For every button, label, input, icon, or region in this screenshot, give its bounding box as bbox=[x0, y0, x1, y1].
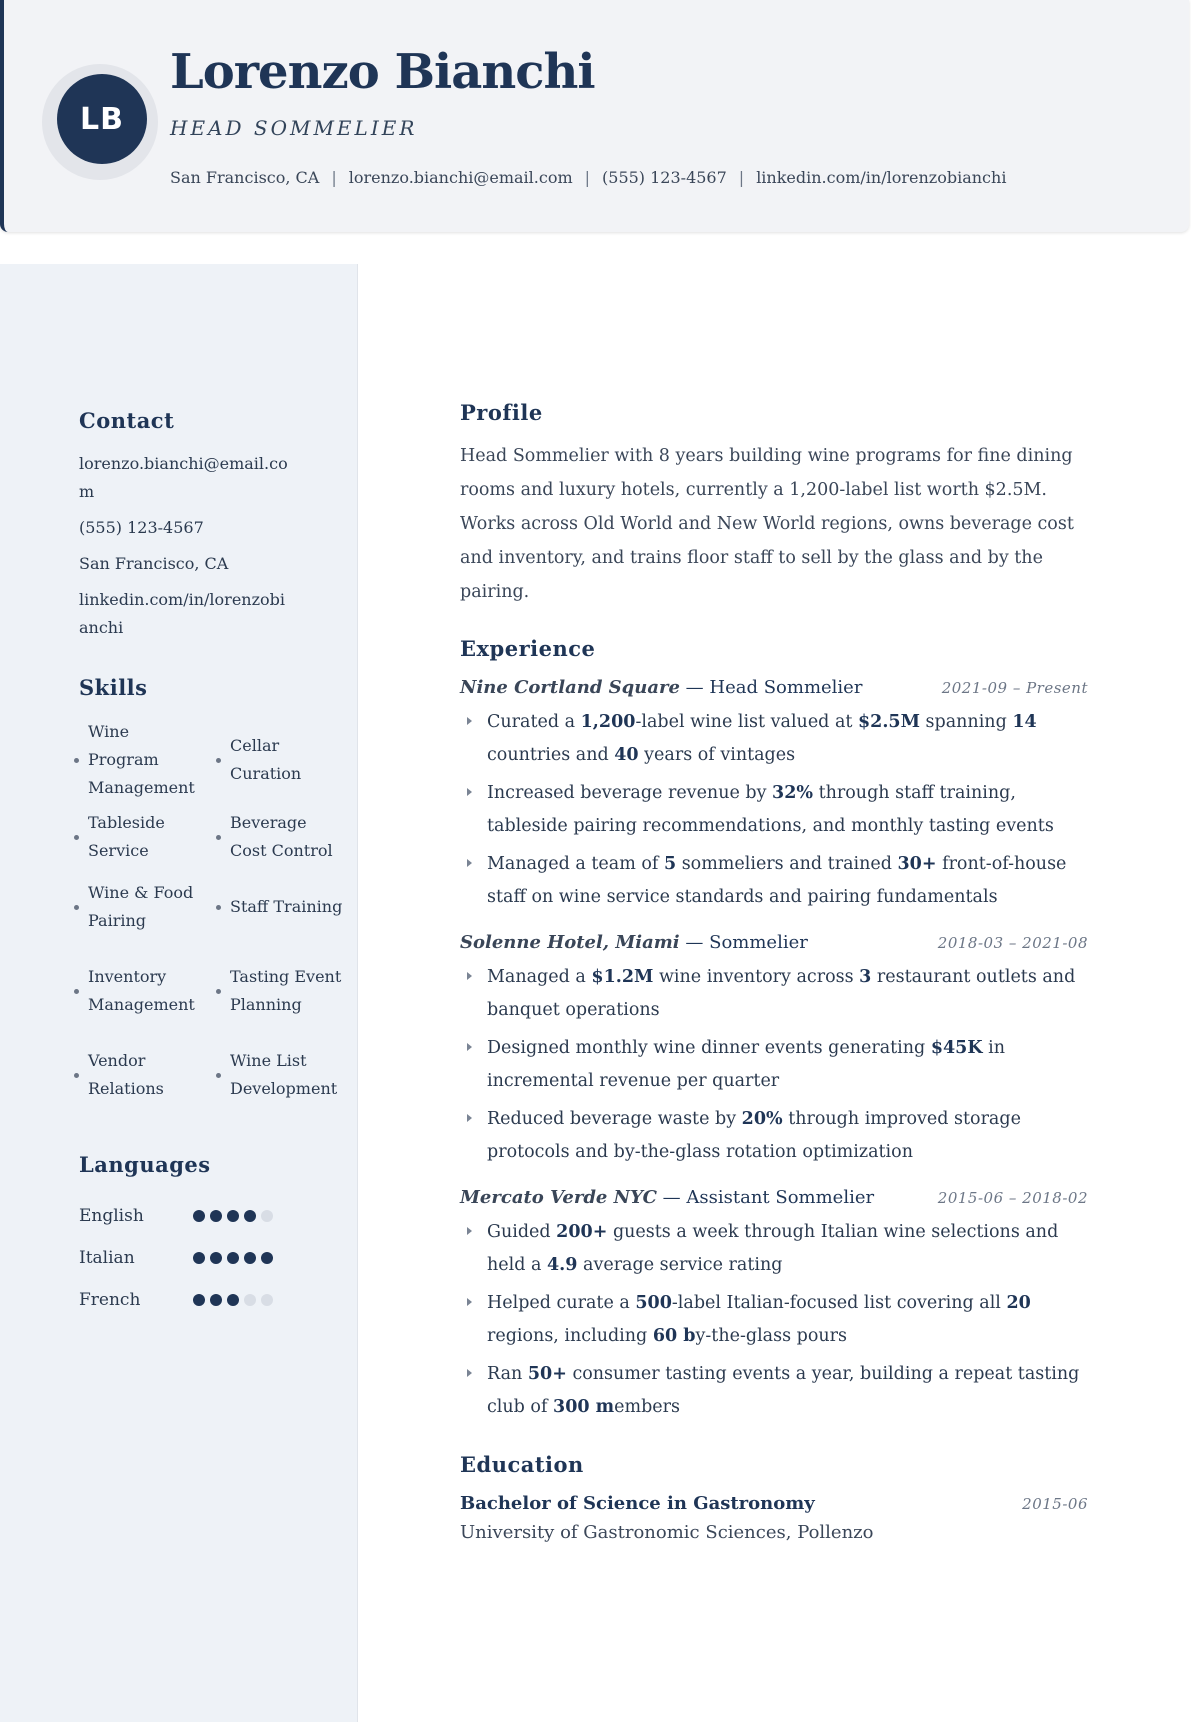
bullet-metric: 32% bbox=[772, 783, 814, 803]
bullet-metric: 30+ bbox=[897, 854, 937, 874]
proficiency-dot-filled bbox=[210, 1294, 222, 1306]
bullet-text: in incremental revenue per quarter bbox=[487, 1038, 1005, 1091]
bullet-dot bbox=[74, 1073, 79, 1078]
proficiency-dot-empty bbox=[261, 1210, 273, 1222]
bullet-dot bbox=[74, 989, 79, 994]
bullet-text: Guided bbox=[487, 1222, 557, 1242]
job-bullet bbox=[460, 1103, 1088, 1169]
job-bullet bbox=[460, 1216, 1088, 1282]
header-email-link[interactable]: lorenzo.bianchi@email.com bbox=[348, 168, 573, 187]
proficiency-dot-filled bbox=[193, 1294, 205, 1306]
skill-item: Cellar Curation bbox=[216, 732, 354, 788]
bullet-dot bbox=[74, 835, 79, 840]
bullet-text: Helped curate a bbox=[487, 1293, 636, 1313]
bullet-dot bbox=[74, 758, 79, 763]
bullet-metric: $45K bbox=[930, 1038, 983, 1058]
bullet-dot bbox=[74, 905, 79, 910]
bullet-text: Ran bbox=[487, 1364, 528, 1384]
proficiency-dot-empty bbox=[261, 1294, 273, 1306]
header-linkedin-link[interactable]: linkedin.com/in/lorenzobianchi bbox=[756, 168, 1007, 187]
job-separator: — bbox=[656, 1187, 687, 1208]
skill-item: Wine & Food Pairing bbox=[74, 879, 216, 935]
job-bullets bbox=[460, 961, 1088, 1169]
job-company: Mercato Verde NYC bbox=[460, 1187, 657, 1208]
job-bullets bbox=[460, 1216, 1088, 1424]
bullet-metric: 50+ bbox=[527, 1364, 567, 1384]
bullet-dot bbox=[216, 1073, 221, 1078]
skills-heading: Skills bbox=[79, 675, 148, 700]
skill-item: Vendor Relations bbox=[74, 1047, 216, 1103]
proficiency-dot-filled bbox=[261, 1252, 273, 1264]
resume-header bbox=[0, 0, 1189, 232]
sidebar-location: San Francisco, CA bbox=[79, 554, 229, 573]
proficiency-dot-empty bbox=[244, 1294, 256, 1306]
job-bullet bbox=[460, 777, 1088, 843]
job-dates: 2018-03 – 2021-08 bbox=[937, 934, 1088, 952]
job-bullet bbox=[460, 961, 1088, 1027]
languages-list bbox=[79, 1195, 299, 1321]
job-bullet bbox=[460, 706, 1088, 772]
job-entry bbox=[460, 677, 1088, 914]
bullet-text: embers bbox=[614, 1397, 681, 1417]
job-header bbox=[460, 677, 1088, 698]
contact-heading: Contact bbox=[79, 408, 175, 433]
separator: | bbox=[331, 168, 337, 187]
skill-item: Staff Training bbox=[216, 893, 354, 921]
education-entry bbox=[460, 1493, 1088, 1514]
job-entry bbox=[460, 1187, 1088, 1424]
proficiency-dot-filled bbox=[244, 1210, 256, 1222]
proficiency-dot-filled bbox=[227, 1294, 239, 1306]
bullet-metric: 500 bbox=[635, 1293, 672, 1313]
separator: | bbox=[584, 168, 591, 187]
bullet-text: regions, including bbox=[487, 1326, 653, 1346]
job-header bbox=[460, 1187, 1088, 1208]
bullet-dot bbox=[216, 835, 221, 840]
main-content bbox=[460, 400, 1088, 1543]
job-entry bbox=[460, 932, 1088, 1169]
bullet-text: Curated a bbox=[487, 712, 581, 732]
header-location: San Francisco, CA bbox=[170, 168, 320, 187]
proficiency-dot-filled bbox=[244, 1252, 256, 1264]
job-bullet bbox=[460, 848, 1088, 914]
bullet-text: countries and bbox=[487, 745, 615, 765]
avatar: LB bbox=[57, 74, 147, 164]
skill-item: Wine List Development bbox=[216, 1047, 354, 1103]
job-dates: 2021-09 – Present bbox=[941, 679, 1088, 697]
job-header bbox=[460, 932, 1088, 953]
bullet-text: Managed a team of bbox=[487, 854, 664, 874]
experience-list bbox=[460, 677, 1088, 1424]
job-separator: — bbox=[679, 677, 710, 698]
bullet-text: Managed a bbox=[487, 967, 592, 987]
bullet-metric: $2.5M bbox=[857, 712, 920, 732]
bullet-metric: 200+ bbox=[556, 1222, 608, 1242]
bullet-text: Designed monthly wine dinner events generating bbox=[487, 1038, 931, 1058]
bullet-text: average service rating bbox=[577, 1255, 783, 1275]
bullet-metric: 1,200 bbox=[580, 712, 636, 732]
bullet-text: consumer tasting events a year, building a repeat tasting club of bbox=[487, 1364, 1080, 1417]
sidebar-linkedin[interactable]: linkedin.com/in/lorenzobianchi bbox=[79, 590, 286, 637]
bullet-metric: 300 m bbox=[553, 1397, 615, 1417]
job-role: Head Sommelier bbox=[709, 677, 863, 698]
bullet-dot bbox=[216, 758, 221, 763]
proficiency-dot-filled bbox=[227, 1252, 239, 1264]
separator: | bbox=[738, 168, 745, 187]
job-dates: 2015-06 – 2018-02 bbox=[937, 1189, 1088, 1207]
language-name: Italian bbox=[79, 1248, 135, 1268]
language-name: English bbox=[79, 1206, 144, 1226]
bullet-metric: 4.9 bbox=[547, 1255, 578, 1275]
bullet-text: -label wine list valued at bbox=[635, 712, 858, 732]
language-name: French bbox=[79, 1290, 141, 1310]
skill-item: Beverage Cost Control bbox=[216, 809, 354, 865]
sidebar-email[interactable]: lorenzo.bianchi@email.com bbox=[79, 454, 288, 501]
skills-list bbox=[74, 718, 354, 1110]
bullet-text: sommeliers and trained bbox=[676, 854, 898, 874]
job-bullet bbox=[460, 1032, 1088, 1098]
bullet-text: spanning bbox=[919, 712, 1013, 732]
skill-item: Inventory Management bbox=[74, 963, 216, 1019]
bullet-metric: 14 bbox=[1012, 712, 1037, 732]
sidebar-phone[interactable]: (555) 123-4567 bbox=[79, 518, 204, 537]
experience-heading: Experience bbox=[460, 636, 596, 661]
bullet-text: Reduced beverage waste by bbox=[487, 1109, 742, 1129]
candidate-name: Lorenzo Bianchi bbox=[170, 44, 595, 100]
language-item bbox=[79, 1195, 299, 1237]
job-company: Solenne Hotel, Miami bbox=[460, 932, 680, 953]
job-company: Nine Cortland Square bbox=[460, 677, 680, 698]
language-item bbox=[79, 1279, 299, 1321]
profile-heading: Profile bbox=[460, 400, 543, 425]
proficiency-dot-filled bbox=[227, 1210, 239, 1222]
proficiency-dot-filled bbox=[193, 1252, 205, 1264]
languages-heading: Languages bbox=[79, 1152, 211, 1177]
education-date: 2015-06 bbox=[1022, 1495, 1088, 1513]
bullet-metric: 20% bbox=[741, 1109, 783, 1129]
bullet-text: through improved storage protocols and by-the-glass rotation optimization bbox=[487, 1109, 1021, 1162]
bullet-metric: 60 b bbox=[652, 1326, 696, 1346]
job-separator: — bbox=[679, 932, 710, 953]
bullet-text: years of vintages bbox=[638, 745, 796, 765]
job-bullets bbox=[460, 706, 1088, 914]
header-contact-line bbox=[170, 168, 1006, 187]
proficiency-dot-filled bbox=[193, 1210, 205, 1222]
header-phone[interactable]: (555) 123-4567 bbox=[602, 168, 727, 187]
bullet-text: through staff training, tableside pairing recommendations, and monthly tasting events bbox=[487, 783, 1054, 836]
job-role: Assistant Sommelier bbox=[686, 1187, 875, 1208]
bullet-text: guests a week through Italian wine selections and held a bbox=[487, 1222, 1059, 1275]
proficiency-dot-filled bbox=[210, 1210, 222, 1222]
skill-item: Tableside Service bbox=[74, 809, 216, 865]
bullet-dot bbox=[216, 989, 221, 994]
job-role: Sommelier bbox=[709, 932, 808, 953]
education-heading: Education bbox=[460, 1452, 584, 1477]
candidate-title: HEAD SOMMELIER bbox=[170, 116, 418, 140]
bullet-text: wine inventory across bbox=[653, 967, 860, 987]
bullet-text: restaurant outlets and banquet operations bbox=[487, 967, 1076, 1020]
bullet-metric: 3 bbox=[859, 967, 872, 987]
bullet-dot bbox=[216, 905, 221, 910]
profile-text: Head Sommelier with 8 years building wine programs for fine dining rooms and luxury hotels, currently a 1,200-label list worth $2.5M. Works across Old World and New World regions, owns beverage cost and inventory, and trains floor staff to sell by the glass and by the pairing. bbox=[460, 446, 1074, 602]
bullet-metric: 5 bbox=[663, 854, 677, 874]
education-school: University of Gastronomic Sciences, Pollenzo bbox=[460, 1522, 874, 1543]
skill-item: Tasting Event Planning bbox=[216, 963, 354, 1019]
job-bullet bbox=[460, 1287, 1088, 1353]
bullet-text: y-the-glass pours bbox=[695, 1326, 847, 1346]
education-degree: Bachelor of Science in Gastronomy bbox=[460, 1493, 815, 1514]
bullet-text: front-of-house staff on wine service standards and pairing fundamentals bbox=[487, 854, 1067, 907]
bullet-metric: 40 bbox=[614, 745, 639, 765]
job-bullet bbox=[460, 1358, 1088, 1424]
bullet-text: Increased beverage revenue by bbox=[487, 783, 773, 803]
bullet-metric: 20 bbox=[1006, 1293, 1031, 1313]
language-item bbox=[79, 1237, 299, 1279]
proficiency-dot-filled bbox=[210, 1252, 222, 1264]
bullet-metric: $1.2M bbox=[591, 967, 654, 987]
bullet-text: -label Italian-focused list covering all bbox=[671, 1293, 1007, 1313]
skill-item: Wine Program Management bbox=[74, 718, 216, 802]
